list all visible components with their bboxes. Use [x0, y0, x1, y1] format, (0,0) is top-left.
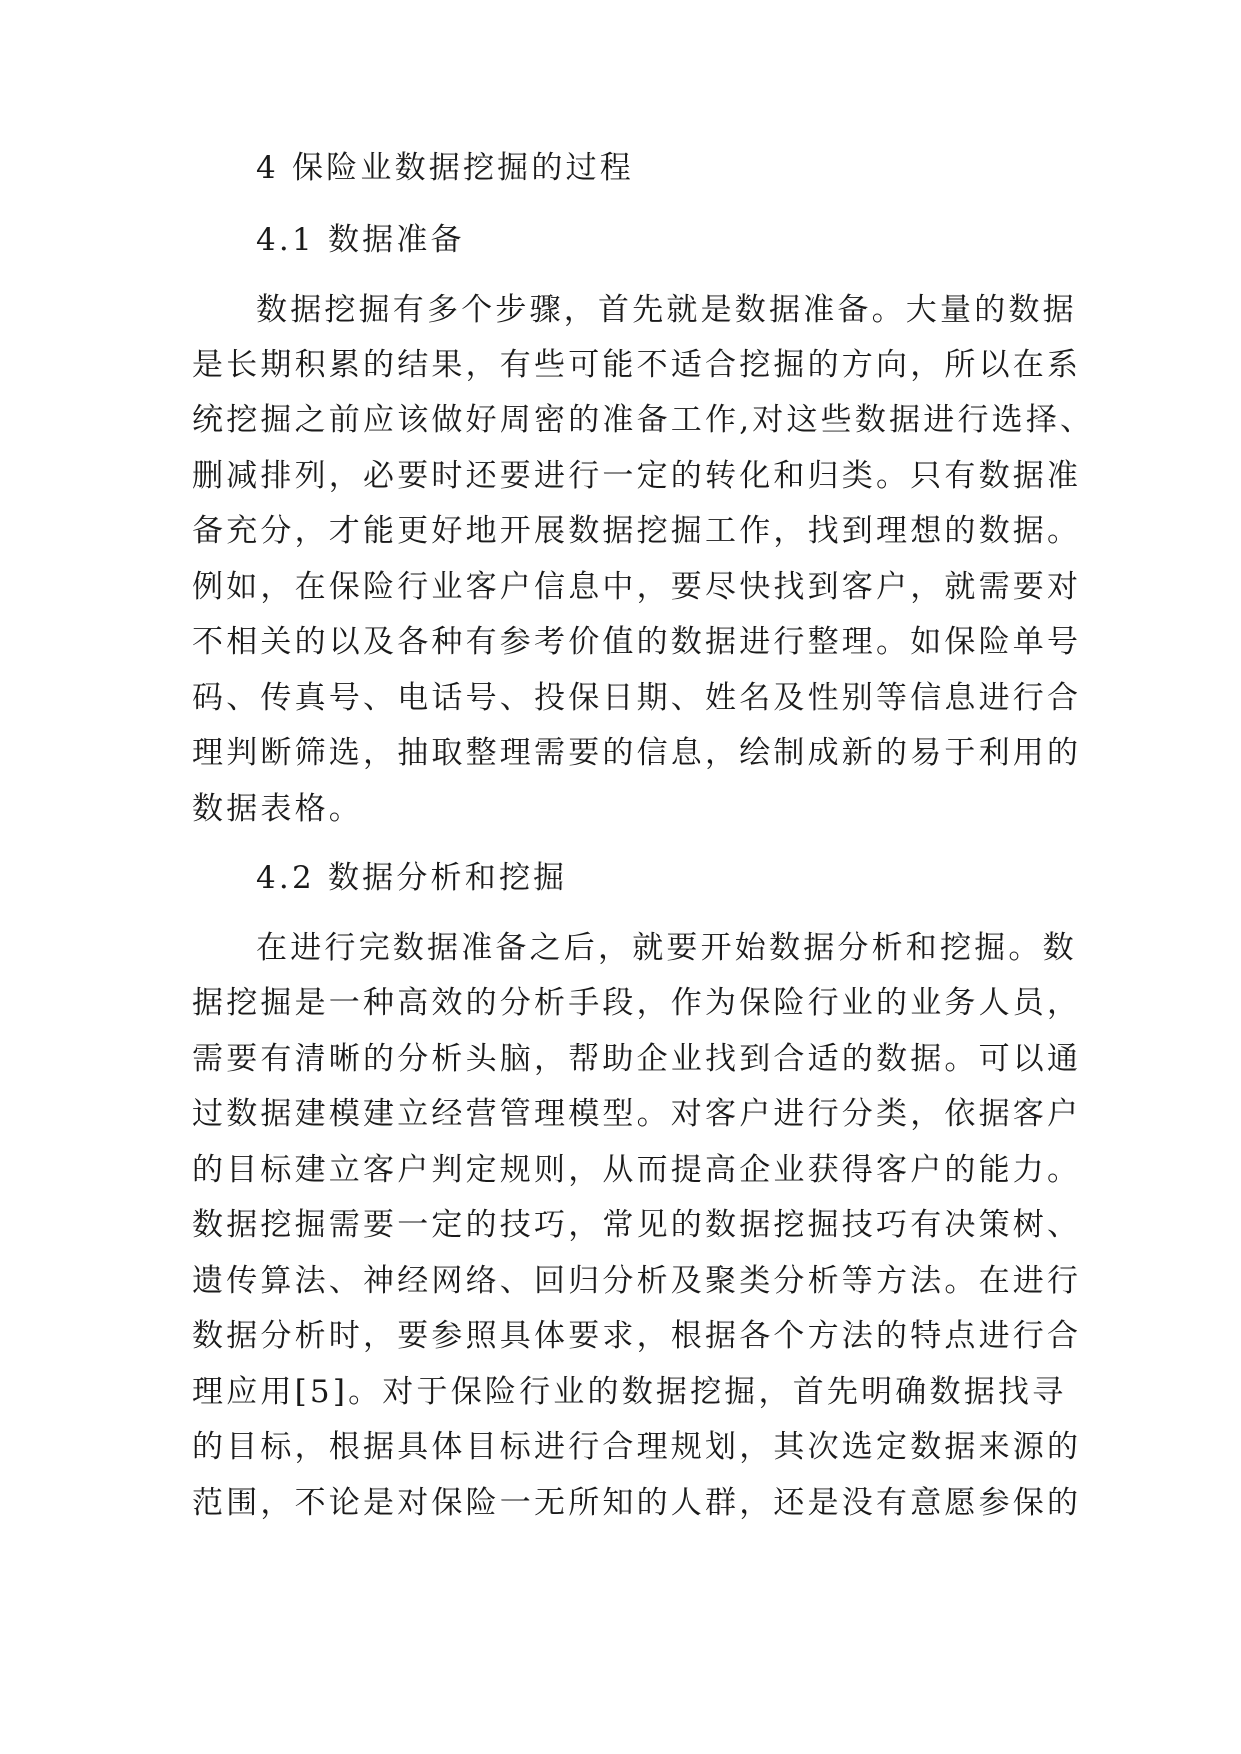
- paragraph-line: 范围，不论是对保险一无所知的人群，还是没有意愿参保的: [192, 1485, 1082, 1521]
- paragraph-line: 不相关的以及各种有参考价值的数据进行整理。如保险单号: [192, 624, 1082, 660]
- paragraph-line: 例如，在保险行业客户信息中，要尽快找到客户，就需要对: [192, 569, 1082, 605]
- paragraph-line: 理判断筛选，抽取整理需要的信息，绘制成新的易于利用的: [192, 735, 1082, 771]
- paragraph-line: 的目标建立客户判定规则，从而提高企业获得客户的能力。: [192, 1152, 1082, 1188]
- paragraph-line: 理应用[5]。对于保险行业的数据挖掘，首先明确数据找寻: [192, 1374, 1067, 1410]
- paragraph-line: 是长期积累的结果，有些可能不适合挖掘的方向，所以在系: [192, 347, 1082, 383]
- paragraph-line: 备充分，才能更好地开展数据挖掘工作，找到理想的数据。: [192, 513, 1082, 549]
- paragraph-line: 过数据建模建立经营管理模型。对客户进行分类，依据客户: [192, 1096, 1082, 1132]
- paragraph-line: 的目标，根据具体目标进行合理规划，其次选定数据来源的: [192, 1429, 1082, 1465]
- paragraph-line: 遗传算法、神经网络、回归分析及聚类分析等方法。在进行: [192, 1263, 1082, 1299]
- section-heading: 4 保险业数据挖掘的过程: [256, 150, 634, 186]
- paragraph-line: 数据挖掘需要一定的技巧，常见的数据挖掘技巧有决策树、: [192, 1207, 1082, 1243]
- paragraph-line: 统挖掘之前应该做好周密的准备工作,对这些数据进行选择、: [192, 402, 1095, 438]
- subsection-heading: 4.1 数据准备: [256, 222, 465, 258]
- paragraph-line: 在进行完数据准备之后，就要开始数据分析和挖掘。数: [256, 930, 1077, 966]
- paragraph-line: 数据表格。: [192, 791, 363, 827]
- subsection-heading: 4.2 数据分析和挖掘: [256, 860, 568, 896]
- paragraph-line: 据挖掘是一种高效的分析手段，作为保险行业的业务人员，: [192, 985, 1082, 1021]
- paragraph-line: 数据分析时，要参照具体要求，根据各个方法的特点进行合: [192, 1318, 1082, 1354]
- paragraph-line: 需要有清晰的分析头脑，帮助企业找到合适的数据。可以通: [192, 1041, 1082, 1077]
- paragraph-line: 删减排列，必要时还要进行一定的转化和归类。只有数据准: [192, 458, 1082, 494]
- paragraph-line: 码、传真号、电话号、投保日期、姓名及性别等信息进行合: [192, 680, 1082, 716]
- paragraph-line: 数据挖掘有多个步骤，首先就是数据准备。大量的数据: [256, 292, 1077, 328]
